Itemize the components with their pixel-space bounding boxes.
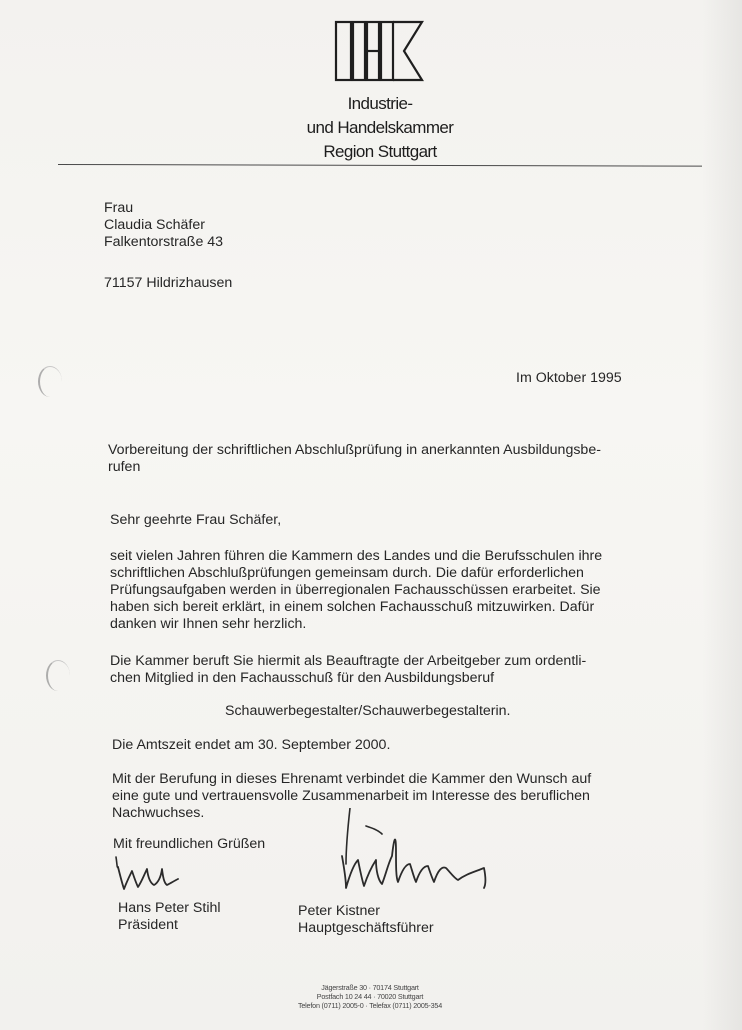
- footer-line: Postfach 10 24 44 · 70020 Stuttgart: [316, 992, 424, 1001]
- paragraph-line: Die Kammer beruft Sie hiermit als Beauftragte der Arbeitgeber zum ordentli-: [110, 653, 587, 669]
- punch-hole-mark: [38, 366, 62, 397]
- letter-date: Im Oktober 1995: [516, 370, 622, 386]
- chamber-name-line: Region Stuttgart: [323, 142, 437, 161]
- paragraph-line: Prüfungsaufgaben werden in überregionalen Fachausschüssen erarbeitet. Sie: [110, 582, 601, 598]
- paragraph-line: Mit der Berufung in dieses Ehrenamt verbindet die Kammer den Wunsch auf: [112, 771, 592, 787]
- recipient-line: Falkentorstraße 43: [104, 234, 224, 250]
- signature-president: [114, 853, 194, 893]
- punch-hole-mark: [46, 660, 70, 691]
- recipient-line: Claudia Schäfer: [104, 217, 205, 233]
- signature-managing-director: [334, 808, 494, 894]
- footer-line: Telefon (0711) 2005-0 · Telefax (0711) 2005-354: [297, 1001, 443, 1010]
- body-paragraph-2: [110, 653, 586, 687]
- chamber-name: [290, 92, 470, 164]
- body-paragraph-1: [110, 548, 602, 633]
- term-of-office: Die Amtszeit endet am 30. September 2000.: [112, 737, 391, 753]
- paragraph-line: eine gute und vertrauensvolle Zusammenarbeit im Interesse des beruflichen: [112, 788, 590, 804]
- chamber-name-line: und Handelskammer: [306, 118, 454, 137]
- chamber-name-line: Industrie-: [347, 94, 413, 113]
- recipient-city: 71157 Hildrizhausen: [104, 275, 233, 291]
- recipient-line: Frau: [104, 200, 134, 216]
- signatory-name: Peter Kistner: [298, 903, 381, 919]
- subject-text: rufen: [108, 459, 141, 475]
- paragraph-line: haben sich bereit erklärt, in einem solchen Fachausschuß mitzuwirken. Dafür: [110, 599, 595, 615]
- paragraph-line: Nachwuchses.: [112, 805, 205, 821]
- signatory-title: Präsident: [118, 917, 178, 933]
- paragraph-line: schriftlichen Abschlußprüfungen gemeinsam durch. Die dafür erforderlichen: [110, 565, 584, 581]
- signatory-managing-director: [298, 903, 434, 937]
- footer-line: Jägerstraße 30 · 70174 Stuttgart: [321, 983, 419, 992]
- closing-formula: Mit freundlichen Grüßen: [113, 836, 266, 852]
- ihk-logo: [334, 20, 424, 84]
- paragraph-line: danken wir Ihnen sehr herzlich.: [110, 616, 307, 632]
- letterhead-divider: [58, 164, 702, 167]
- letter-footer: [260, 983, 480, 1010]
- recipient-address: [104, 200, 223, 251]
- profession-title: Schauwerbegestalter/Schauwerbegestalterin.: [225, 703, 511, 719]
- paragraph-line: seit vielen Jahren führen die Kammern des Landes und die Berufsschulen ihre: [110, 548, 603, 564]
- subject-text: Vorbereitung der schriftlichen Abschlußprüfung in anerkannten Ausbildungsbe-: [108, 442, 601, 458]
- paragraph-line: chen Mitglied in den Fachausschuß für den Ausbildungsberuf: [110, 670, 495, 686]
- salutation: Sehr geehrte Frau Schäfer,: [110, 512, 282, 528]
- signatory-president: [118, 900, 221, 934]
- signatory-title: Hauptgeschäftsführer: [298, 920, 434, 936]
- signatory-name: Hans Peter Stihl: [118, 900, 221, 916]
- subject-line: [108, 442, 601, 476]
